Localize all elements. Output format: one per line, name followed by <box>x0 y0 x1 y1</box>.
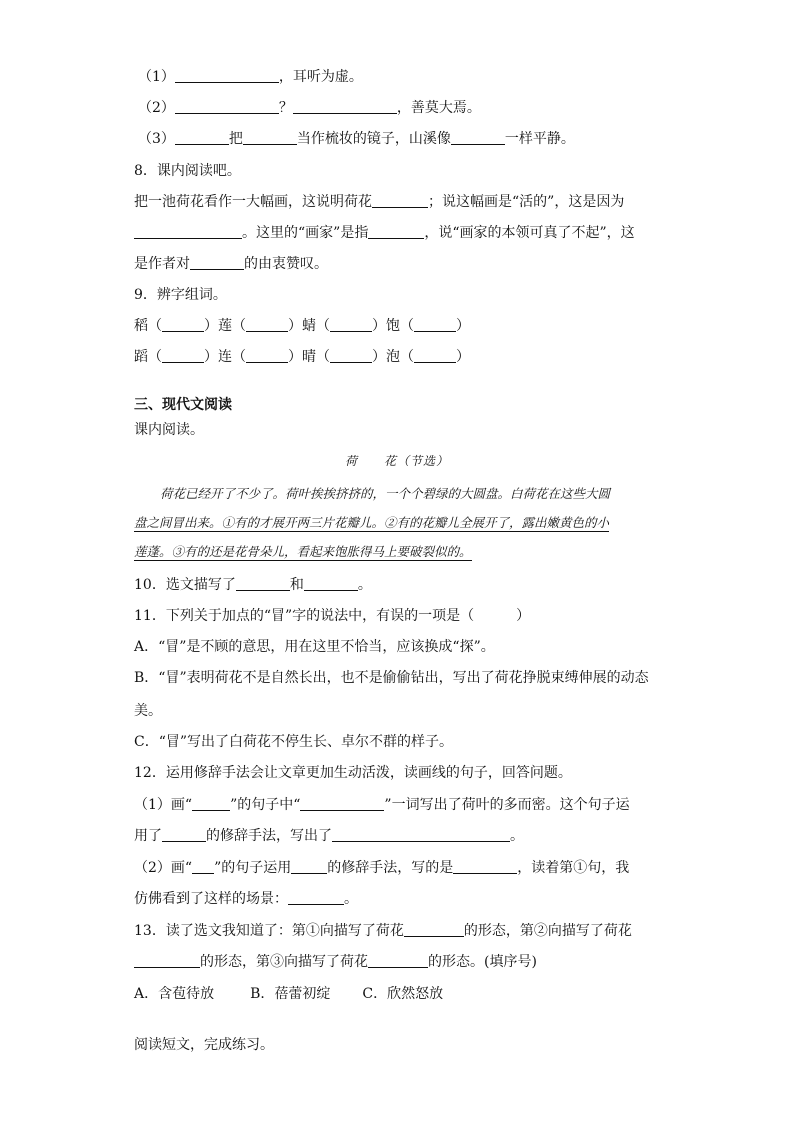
q9-title: 9．辨字组词。 <box>134 287 227 303</box>
q12-p1-line-2 <box>134 827 524 845</box>
q13-l2-b: 的形态。(填序号) <box>428 954 537 970</box>
q12-p2-line-2 <box>134 890 358 908</box>
underlined-sentences: 莲蓬。③有的还是花骨朵儿，看起来饱胀得马上要破裂似的。 <box>134 544 472 559</box>
q13-l1-b: 的形态，第②向描写了荷花 <box>463 923 632 939</box>
footer-instruction: 阅读短文，完成练习。 <box>134 1037 274 1053</box>
answer-blank[interactable] <box>368 224 424 239</box>
q12-p1-f: 。 <box>510 828 524 844</box>
q7-line-1 <box>138 68 363 86</box>
q9-lp: （ <box>316 318 330 334</box>
q12-p2-e: 仿佛看到了这样的场景： <box>134 891 288 907</box>
q8-l1-b: ；说这幅画是“活的”，这是因为 <box>428 194 625 210</box>
q9-char: 泡 <box>386 349 400 365</box>
passage-line-2 <box>134 514 609 532</box>
q8-line-1 <box>134 193 624 211</box>
underline-sample <box>192 796 230 811</box>
underlined-sentences: 盘之间冒出来。①有的才展开两三片花瓣儿。②有的花瓣儿全展开了，露出嫩黄色的小 <box>134 515 610 530</box>
q12-p2-f: 。 <box>344 891 358 907</box>
q12-p1-b: ”的句子中“ <box>230 797 301 813</box>
q12-p1-e: 的修辞手法，写出了 <box>206 828 332 844</box>
q8-l3-a: 是作者对 <box>134 256 190 272</box>
q9-char: 晴 <box>302 349 316 365</box>
q9-char: 蜻 <box>302 318 316 334</box>
q8-line-3 <box>134 255 328 273</box>
q7-l2-q: ？ <box>278 100 293 116</box>
answer-blank[interactable] <box>175 130 229 145</box>
q9-lp: （ <box>400 349 414 365</box>
q9-rp: ） <box>456 349 470 365</box>
q11-option-c[interactable]: C．“冒”写出了白荷花不停生长、卓尔不群的样子。 <box>134 734 454 750</box>
answer-blank[interactable] <box>453 859 517 874</box>
answer-blank[interactable] <box>414 317 456 332</box>
q9-lp: （ <box>400 318 414 334</box>
q12-p1-d: 用了 <box>134 828 162 844</box>
q9-lp: （ <box>232 349 246 365</box>
q10-c: 。 <box>357 577 372 593</box>
q11-option-b-cont: 美。 <box>134 703 162 719</box>
section-subheading: 课内阅读。 <box>134 422 204 438</box>
q12-p2-a: （2）画“ <box>134 860 193 876</box>
q9-rp: ） <box>288 318 302 334</box>
q11-option-a[interactable]: A．“冒”是不顾的意思，用在这里不恰当，应该换成“探”。 <box>134 639 495 655</box>
answer-blank[interactable] <box>368 953 428 968</box>
q9-rp: ） <box>204 349 218 365</box>
answer-blank[interactable] <box>288 890 344 905</box>
q9-rp: ） <box>204 318 218 334</box>
q8-title: 8．课内阅读吧。 <box>134 163 241 179</box>
q11-option-b[interactable]: B．“冒”表明荷花不是自然长出，也不是偷偷钻出，写出了荷花挣脱束缚伸展的动态 <box>134 670 649 686</box>
q10-line <box>134 576 372 594</box>
passage-line-3 <box>134 543 472 561</box>
q7-l2-num: （2） <box>138 100 175 116</box>
q7-l1-tail: ，耳听为虚。 <box>278 69 363 85</box>
q9-char: 稻 <box>134 318 148 334</box>
answer-blank[interactable] <box>372 193 428 208</box>
answer-blank[interactable] <box>134 224 242 239</box>
answer-blank[interactable] <box>293 99 397 114</box>
q9-lp: （ <box>148 349 162 365</box>
answer-blank[interactable] <box>246 348 288 363</box>
q12-p2-b: ”的句子运用 <box>214 860 292 876</box>
answer-blank[interactable] <box>300 796 384 811</box>
q9-lp: （ <box>232 318 246 334</box>
answer-blank[interactable] <box>236 576 290 591</box>
answer-blank[interactable] <box>451 130 505 145</box>
q9-char: 蹈 <box>134 349 148 365</box>
q13-options <box>134 985 443 1003</box>
q9-rp: ） <box>288 349 302 365</box>
q13-l1-a: 13．读了选文我知道了：第①向描写了荷花 <box>134 923 404 939</box>
answer-blank[interactable] <box>332 827 510 842</box>
q12-p1-line-1 <box>134 796 630 814</box>
q7-l1-num: （1） <box>138 69 175 85</box>
answer-blank[interactable] <box>134 953 200 968</box>
answer-blank[interactable] <box>162 348 204 363</box>
q8-l2-b: ，说“画家的本领可真了不起”，这 <box>424 225 635 241</box>
q9-lp: （ <box>316 349 330 365</box>
q7-l3-b: 当作梳妆的镜子，山溪像 <box>296 131 451 147</box>
q12-p2-line-1 <box>134 859 629 877</box>
q13-option-a[interactable]: A．含苞待放 <box>134 986 215 1002</box>
answer-blank[interactable] <box>330 348 372 363</box>
answer-blank[interactable] <box>291 859 327 874</box>
answer-blank[interactable] <box>162 317 204 332</box>
q13-l2-a: 的形态，第③向描写了荷花 <box>200 954 368 970</box>
section-heading: 三、现代文阅读 <box>134 397 232 413</box>
answer-blank[interactable] <box>175 68 279 83</box>
q9-row-1 <box>134 317 470 335</box>
passage-title: 荷 花（节选） <box>344 454 449 468</box>
answer-blank[interactable] <box>175 99 279 114</box>
q9-row-2 <box>134 348 470 366</box>
q12-p1-a: （1）画“ <box>134 797 193 813</box>
q9-char: 饱 <box>386 318 400 334</box>
q9-char: 莲 <box>218 318 232 334</box>
q7-line-2 <box>138 99 481 117</box>
q12-stem: 12．运用修辞手法会让文章更加生动活泼，读画线的句子，回答问题。 <box>134 765 572 781</box>
q8-line-2 <box>134 224 635 242</box>
q13-line-2 <box>134 953 537 971</box>
answer-blank[interactable] <box>404 922 464 937</box>
underline-sample <box>192 859 214 874</box>
q8-l3-b: 的由衷赞叹。 <box>244 256 328 272</box>
answer-blank[interactable] <box>243 130 297 145</box>
q10-b: 和 <box>289 577 304 593</box>
q13-option-c[interactable]: C．欣然怒放 <box>362 986 444 1002</box>
q9-lp: （ <box>148 318 162 334</box>
answer-blank[interactable] <box>330 317 372 332</box>
answer-blank[interactable] <box>304 576 358 591</box>
q8-l1-a: 把一池荷花看作一大幅画，这说明荷花 <box>134 194 372 210</box>
q12-p1-c: ”一词写出了荷叶的多而密。这个句子运 <box>384 797 630 813</box>
q8-l2-a: 。这里的“画家”是指 <box>242 225 369 241</box>
passage-line-1: 荷花已经开了不少了。荷叶挨挨挤挤的，一个个碧绿的大圆盘。白荷花在这些大圆 <box>160 486 611 501</box>
q11-stem: 11．下列关于加点的“冒”字的说法中，有误的一项是（ ） <box>134 608 531 624</box>
q9-rp: ） <box>372 349 386 365</box>
q7-line-3 <box>138 130 575 148</box>
q10-a: 10．选文描写了 <box>134 577 236 593</box>
q9-char: 连 <box>218 349 232 365</box>
q9-rp: ） <box>456 318 470 334</box>
q7-l2-tail: ，善莫大焉。 <box>396 100 481 116</box>
answer-blank[interactable] <box>414 348 456 363</box>
q12-p2-c: 的修辞手法，写的是 <box>327 860 454 876</box>
answer-blank[interactable] <box>162 827 206 842</box>
q13-line-1 <box>134 922 632 940</box>
q12-p2-d: ，读着第①句，我 <box>517 860 630 876</box>
answer-blank[interactable] <box>246 317 288 332</box>
q9-rp: ） <box>372 318 386 334</box>
q13-option-b[interactable]: B．蓓蕾初绽 <box>250 986 331 1002</box>
answer-blank[interactable] <box>190 255 244 270</box>
q7-l3-num: （3） <box>138 131 175 147</box>
q7-l3-c: 一样平静。 <box>504 131 575 147</box>
q7-l3-a: 把 <box>228 131 243 147</box>
